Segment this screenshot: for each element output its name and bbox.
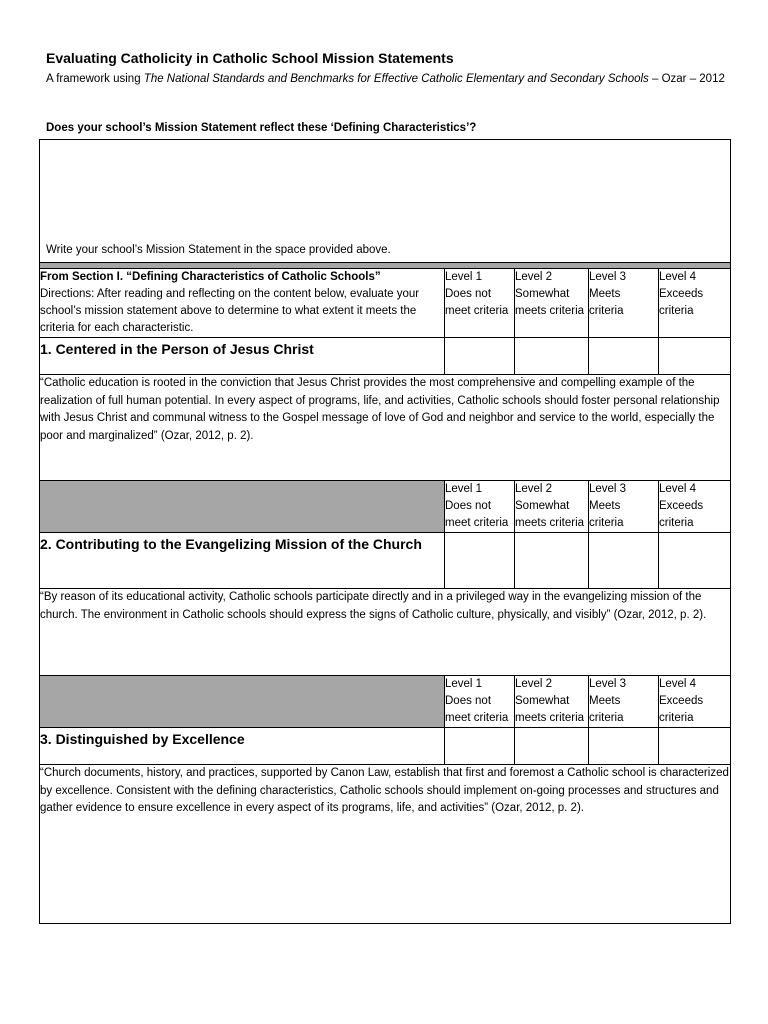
characteristic-1-level-3-checkbox[interactable] bbox=[589, 338, 659, 375]
level-2-desc: Somewhat meets criteria bbox=[515, 695, 585, 724]
level-2-header bbox=[515, 676, 589, 728]
level-1-header bbox=[445, 676, 515, 728]
page-title: Evaluating Catholicity in Catholic School Mission Statements bbox=[46, 50, 454, 66]
characteristic-2-row bbox=[40, 533, 731, 589]
level-3-desc: Meets criteria bbox=[589, 288, 624, 317]
characteristic-2-level-4-checkbox[interactable] bbox=[659, 533, 731, 589]
characteristic-2-quote: “By reason of its educational activity, Catholic schools participate directly and in a privileged way in the evangelizing mission of the church. The environment in Catholic schools should express the signs of Catholic culture, physically, and visibly” (Ozar, 2012, p. 2). bbox=[40, 589, 731, 676]
level-1-header bbox=[445, 481, 515, 533]
levels-header-row-2 bbox=[40, 481, 731, 533]
characteristic-3-title: 3. Distinguished by Excellence bbox=[40, 728, 445, 765]
characteristic-2-level-1-checkbox[interactable] bbox=[445, 533, 515, 589]
directions-cell bbox=[40, 269, 445, 338]
characteristic-3-level-3-checkbox[interactable] bbox=[589, 728, 659, 765]
characteristic-3-quote: “Church documents, history, and practices, supported by Canon Law, establish that first and foremost a Catholic school is characterized by excellence. Consistent with the defining characteristics, Catholic schools should implement on-going processes and structures and gather evidence to ensure excellence in every aspect of its programs, life, and activities” (Ozar, 2012, p. 2). bbox=[40, 765, 731, 924]
level-2-label: Level 2 bbox=[515, 678, 553, 690]
characteristic-1-quote-row bbox=[40, 375, 731, 481]
level-2-label: Level 2 bbox=[515, 271, 553, 283]
level-4-header bbox=[659, 481, 731, 533]
level-3-desc: Meets criteria bbox=[589, 695, 624, 724]
level-4-header bbox=[659, 676, 731, 728]
level-1-desc: Does not meet criteria bbox=[445, 695, 509, 724]
level-2-desc: Somewhat meets criteria bbox=[515, 500, 585, 529]
level-4-label: Level 4 bbox=[659, 678, 697, 690]
mission-statement-row bbox=[40, 140, 731, 263]
level-1-label: Level 1 bbox=[445, 483, 483, 495]
section-title: From Section I. “Defining Characteristics of Catholic Schools” bbox=[40, 271, 381, 283]
mission-statement-box[interactable] bbox=[40, 140, 731, 263]
gray-header-cell bbox=[40, 676, 445, 728]
level-1-label: Level 1 bbox=[445, 271, 483, 283]
level-4-desc: Exceeds criteria bbox=[659, 500, 704, 529]
level-1-desc: Does not meet criteria bbox=[445, 288, 509, 317]
characteristic-1-level-4-checkbox[interactable] bbox=[659, 338, 731, 375]
level-2-label: Level 2 bbox=[515, 483, 553, 495]
characteristic-1-row bbox=[40, 338, 731, 375]
characteristic-3-level-2-checkbox[interactable] bbox=[515, 728, 589, 765]
level-3-label: Level 3 bbox=[589, 271, 627, 283]
level-4-desc: Exceeds criteria bbox=[659, 288, 704, 317]
level-3-label: Level 3 bbox=[589, 483, 627, 495]
level-4-label: Level 4 bbox=[659, 271, 697, 283]
level-1-desc: Does not meet criteria bbox=[445, 500, 509, 529]
characteristic-1-level-2-checkbox[interactable] bbox=[515, 338, 589, 375]
level-3-header bbox=[589, 676, 659, 728]
mission-note: Write your school’s Mission Statement in the space provided above. bbox=[46, 244, 391, 256]
subtitle-source-title: The National Standards and Benchmarks for Effective Catholic Elementary and Secondary Schools bbox=[143, 73, 649, 85]
characteristic-1-level-1-checkbox[interactable] bbox=[445, 338, 515, 375]
level-2-desc: Somewhat meets criteria bbox=[515, 288, 585, 317]
subtitle-prefix: A framework using bbox=[46, 73, 144, 85]
level-4-label: Level 4 bbox=[659, 483, 697, 495]
characteristic-2-level-3-checkbox[interactable] bbox=[589, 533, 659, 589]
characteristic-1-title: 1. Centered in the Person of Jesus Christ bbox=[40, 338, 445, 375]
level-3-header bbox=[589, 481, 659, 533]
level-4-header bbox=[659, 269, 731, 338]
characteristic-1-quote: “Catholic education is rooted in the conviction that Jesus Christ provides the most comprehensive and compelling example of the realization of full human potential. In every aspect of programs, life, and activities, Catholic schools should foster personal relationship with Jesus Christ and communal witness to the Gospel message of love of God and neighbor and service to the world, especially the poor and marginalized” (Ozar, 2012, p. 2). bbox=[40, 375, 731, 481]
levels-header-row-1 bbox=[40, 269, 731, 338]
mission-question: Does your school’s Mission Statement reflect these ‘Defining Characteristics’? bbox=[46, 122, 477, 134]
characteristic-3-quote-row bbox=[40, 765, 731, 924]
level-2-header bbox=[515, 269, 589, 338]
gray-header-cell bbox=[40, 481, 445, 533]
level-3-desc: Meets criteria bbox=[589, 500, 624, 529]
level-1-label: Level 1 bbox=[445, 678, 483, 690]
subtitle bbox=[46, 71, 726, 87]
levels-header-row-3 bbox=[40, 676, 731, 728]
characteristic-3-level-4-checkbox[interactable] bbox=[659, 728, 731, 765]
evaluation-table bbox=[39, 139, 731, 924]
characteristic-3-row bbox=[40, 728, 731, 765]
level-1-header bbox=[445, 269, 515, 338]
level-2-header bbox=[515, 481, 589, 533]
level-3-label: Level 3 bbox=[589, 678, 627, 690]
characteristic-3-level-1-checkbox[interactable] bbox=[445, 728, 515, 765]
directions-text: Directions: After reading and reflecting on the content below, evaluate your school’s mission statement above to determine to what extent it meets the criteria for each characteristic. bbox=[40, 288, 420, 334]
subtitle-suffix: – Ozar – 2012 bbox=[648, 73, 725, 85]
level-3-header bbox=[589, 269, 659, 338]
characteristic-2-title: 2. Contributing to the Evangelizing Mission of the Church bbox=[40, 533, 445, 589]
characteristic-2-level-2-checkbox[interactable] bbox=[515, 533, 589, 589]
characteristic-2-quote-row bbox=[40, 589, 731, 676]
level-4-desc: Exceeds criteria bbox=[659, 695, 704, 724]
